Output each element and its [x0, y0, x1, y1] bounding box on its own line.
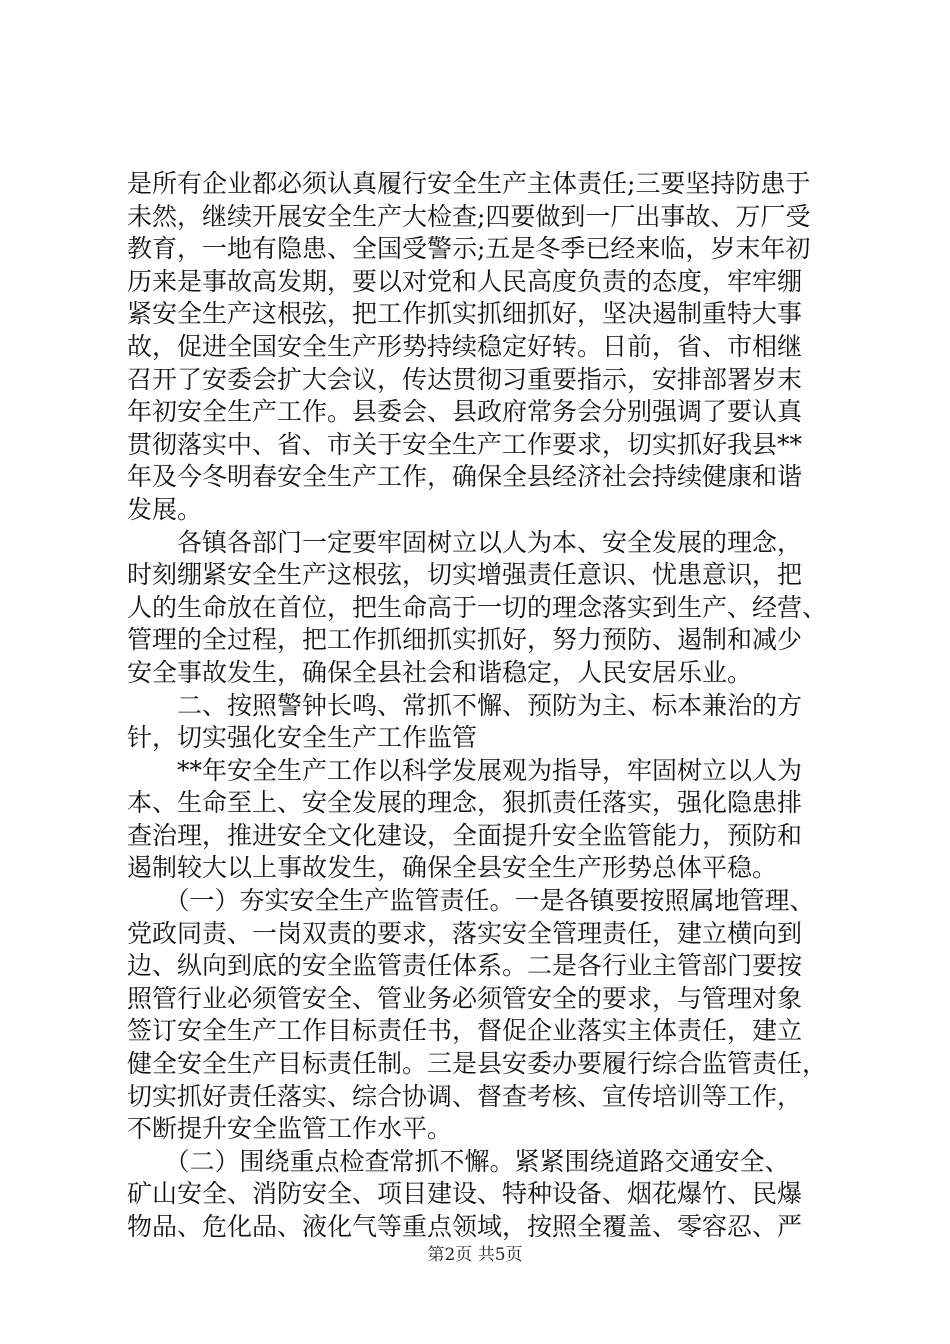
text-line: 各镇各部门一定要牢固树立以人为本、安全发展的理念， — [127, 527, 803, 557]
text-line: 健全安全生产目标责任制。三是县安委办要履行综合监管责任， — [127, 1049, 828, 1079]
text-line: 是所有企业都必须认真履行安全生产主体责任;三要坚持防患于 — [127, 169, 811, 198]
text-line: 党政同责、一岗双责的要求，落实安全管理责任，建立横向到 — [127, 918, 803, 948]
text-line: 年及今冬明春安全生产工作，确保全县经济社会持续健康和谐 — [127, 462, 803, 492]
text-line: 时刻绷紧安全生产这根弦，切实增强责任意识、忧患意识，把 — [127, 560, 803, 590]
text-line: 历来是事故高发期，要以对党和人民高度负责的态度，牢牢绷 — [127, 266, 803, 296]
text-line: 故，促进全国安全生产形势持续稳定好转。日前，省、市相继 — [127, 331, 803, 361]
text-line: 本、生命至上、安全发展的理念，狠抓责任落实，强化隐患排 — [127, 788, 803, 818]
text-line: 教育，一地有隐患、全国受警示;五是冬季已经来临，岁末年初 — [127, 234, 811, 264]
text-line: 切实抓好责任落实、综合协调、督查考核、宣传培训等工作， — [127, 1081, 803, 1111]
text-line: 边、纵向到底的安全监管责任体系。二是各行业主管部门要按 — [127, 951, 803, 981]
text-line: （一）夯实安全生产监管责任。一是各镇要按照属地管理、 — [127, 886, 815, 916]
text-line: 遏制较大以上事故发生，确保全县安全生产形势总体平稳。 — [127, 853, 778, 883]
text-line: 安全事故发生，确保全县社会和谐稳定，人民安居乐业。 — [127, 657, 753, 687]
page-number-footer: 第2页 共5页 — [427, 1245, 523, 1265]
text-line: 未然，继续开展安全生产大检查;四要做到一厂出事故、万厂受 — [127, 201, 811, 231]
text-line: 人的生命放在首位，把生命高于一切的理念落实到生产、经营、 — [127, 592, 828, 622]
document-body — [127, 168, 832, 1244]
section-heading-line: 二、按照警钟长鸣、常抓不懈、预防为主、标本兼治的方 — [127, 690, 803, 720]
text-line: 贯彻落实中、省、市关于安全生产工作要求，切实抓好我县** — [127, 429, 803, 459]
text-line: 发展。 — [127, 494, 203, 524]
text-line: 召开了安委会扩大会议，传达贯彻习重要指示，安排部署岁末 — [127, 364, 803, 394]
text-line: 照管行业必须管安全、管业务必须管安全的要求，与管理对象 — [127, 983, 803, 1013]
text-line: 签订安全生产工作目标责任书，督促企业落实主体责任，建立 — [127, 1016, 803, 1046]
text-line: 年初安全生产工作。县委会、县政府常务会分别强调了要认真 — [127, 397, 803, 427]
text-line: 物品、危化品、液化气等重点领域，按照全覆盖、零容忍、严 — [127, 1212, 803, 1241]
text-line: 紧安全生产这根弦，把工作抓实抓细抓好，坚决遏制重特大事 — [127, 299, 803, 329]
text-line: 矿山安全、消防安全、项目建设、特种设备、烟花爆竹、民爆 — [127, 1179, 803, 1209]
text-line: （二）围绕重点检查常抓不懈。紧紧围绕道路交通安全、 — [127, 1146, 790, 1176]
text-line: 管理的全过程，把工作抓细抓实抓好，努力预防、遏制和减少 — [127, 625, 803, 655]
text-line: 不断提升安全监管工作水平。 — [127, 1114, 453, 1144]
text-line: **年安全生产工作以科学发展观为指导，牢固树立以人为 — [127, 755, 803, 785]
text-line: 查治理，推进安全文化建设，全面提升安全监管能力，预防和 — [127, 820, 803, 850]
section-heading-line: 针，切实强化安全生产工作监管 — [127, 723, 478, 753]
